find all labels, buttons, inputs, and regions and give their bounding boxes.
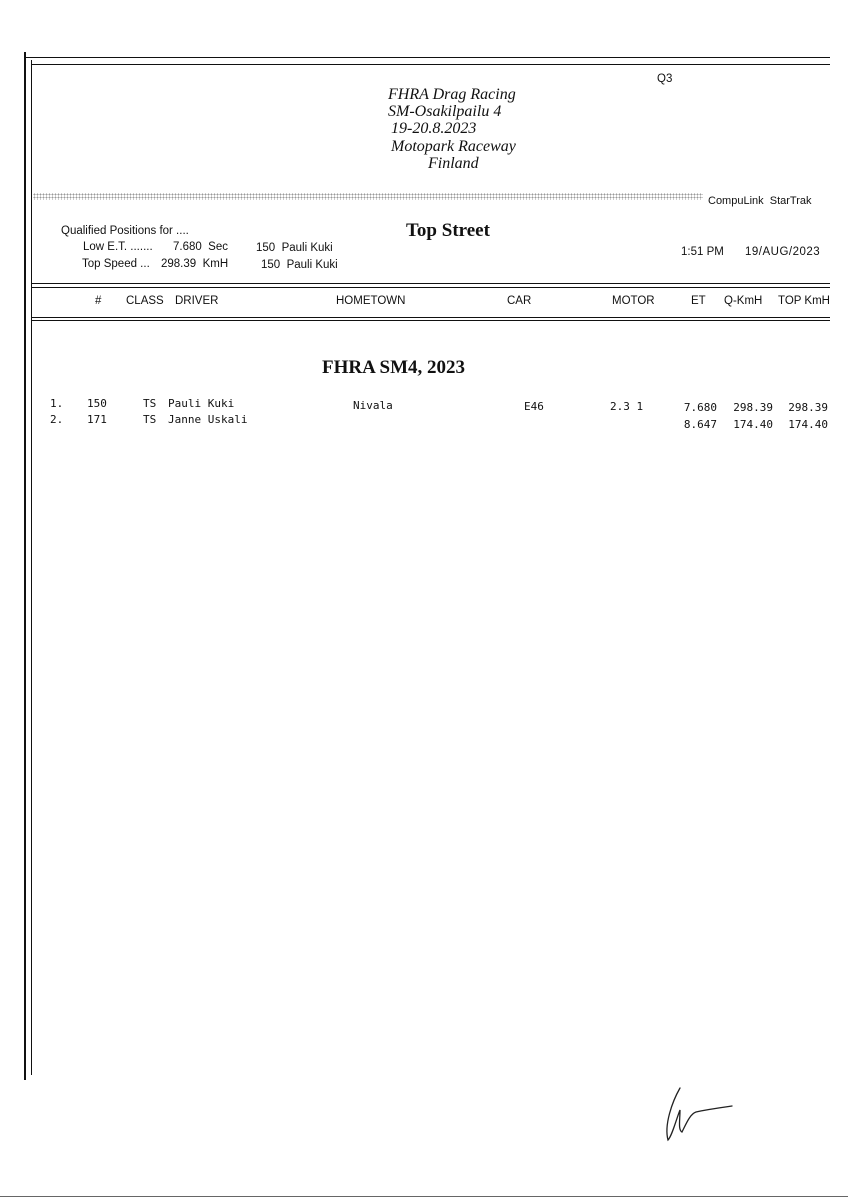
row-et: 8.647 bbox=[683, 418, 717, 431]
top-speed-label: Top Speed ... bbox=[82, 258, 150, 270]
class-title: Top Street bbox=[406, 220, 490, 241]
section-title: FHRA SM4, 2023 bbox=[322, 357, 466, 378]
row-driver: Janne Uskali bbox=[168, 413, 248, 426]
header-rule-top bbox=[31, 283, 830, 284]
low-et-holder: 150 Pauli Kuki bbox=[256, 242, 333, 254]
row-number: 171 bbox=[87, 413, 107, 426]
header-rule-bottom-2 bbox=[31, 320, 830, 321]
col-qkmh: Q-KmH bbox=[724, 295, 763, 307]
row-class: TS bbox=[143, 397, 157, 410]
row-top: 298.39 bbox=[788, 401, 828, 414]
row-number: 150 bbox=[87, 397, 107, 410]
event-dates: 19-20.8.2023 bbox=[391, 120, 477, 137]
top-border bbox=[24, 57, 830, 58]
low-et-value: 7.680 Sec bbox=[173, 241, 228, 253]
row-car: E46 bbox=[524, 400, 544, 413]
row-top: 174.40 bbox=[788, 418, 828, 431]
row-position: 2. bbox=[50, 413, 64, 426]
header-rule-bottom bbox=[31, 317, 830, 318]
timing-system: CompuLink StarTrak bbox=[708, 195, 812, 207]
col-class: CLASS bbox=[126, 295, 164, 307]
event-venue: Motopark Raceway bbox=[391, 138, 516, 155]
left-border bbox=[24, 52, 26, 1080]
col-motor: MOTOR bbox=[612, 295, 655, 307]
col-top: TOP KmH bbox=[778, 295, 830, 307]
event-subtitle: SM-Osakilpailu 4 bbox=[388, 103, 502, 120]
session-code: Q3 bbox=[657, 73, 673, 85]
row-hometown: Nivala bbox=[353, 399, 393, 412]
row-motor: 2.3 1 bbox=[610, 400, 644, 413]
col-car: CAR bbox=[507, 295, 532, 307]
top-border-2 bbox=[31, 64, 830, 65]
header-rule-top-2 bbox=[31, 287, 830, 288]
top-speed-holder: 150 Pauli Kuki bbox=[261, 259, 338, 271]
print-date: 19/AUG/2023 bbox=[745, 246, 821, 258]
qualified-heading: Qualified Positions for .... bbox=[61, 225, 189, 237]
signature bbox=[650, 1080, 750, 1150]
col-driver: DRIVER bbox=[175, 295, 219, 307]
dotted-band bbox=[33, 193, 703, 200]
top-speed-value: 298.39 KmH bbox=[161, 258, 229, 270]
row-et: 7.680 bbox=[683, 401, 717, 414]
row-qkmh: 298.39 bbox=[733, 401, 773, 414]
row-class: TS bbox=[143, 413, 157, 426]
row-position: 1. bbox=[50, 397, 64, 410]
bottom-rule bbox=[0, 1196, 848, 1197]
event-country: Finland bbox=[428, 155, 479, 172]
row-driver: Pauli Kuki bbox=[168, 397, 235, 410]
event-title: FHRA Drag Racing bbox=[388, 86, 516, 103]
row-qkmh: 174.40 bbox=[733, 418, 773, 431]
col-num: # bbox=[95, 295, 102, 307]
col-et: ET bbox=[691, 295, 706, 307]
print-time: 1:51 PM bbox=[681, 246, 724, 258]
low-et-label: Low E.T. ....... bbox=[83, 241, 153, 253]
col-hometown: HOMETOWN bbox=[336, 295, 406, 307]
left-border-inner bbox=[31, 60, 32, 1075]
